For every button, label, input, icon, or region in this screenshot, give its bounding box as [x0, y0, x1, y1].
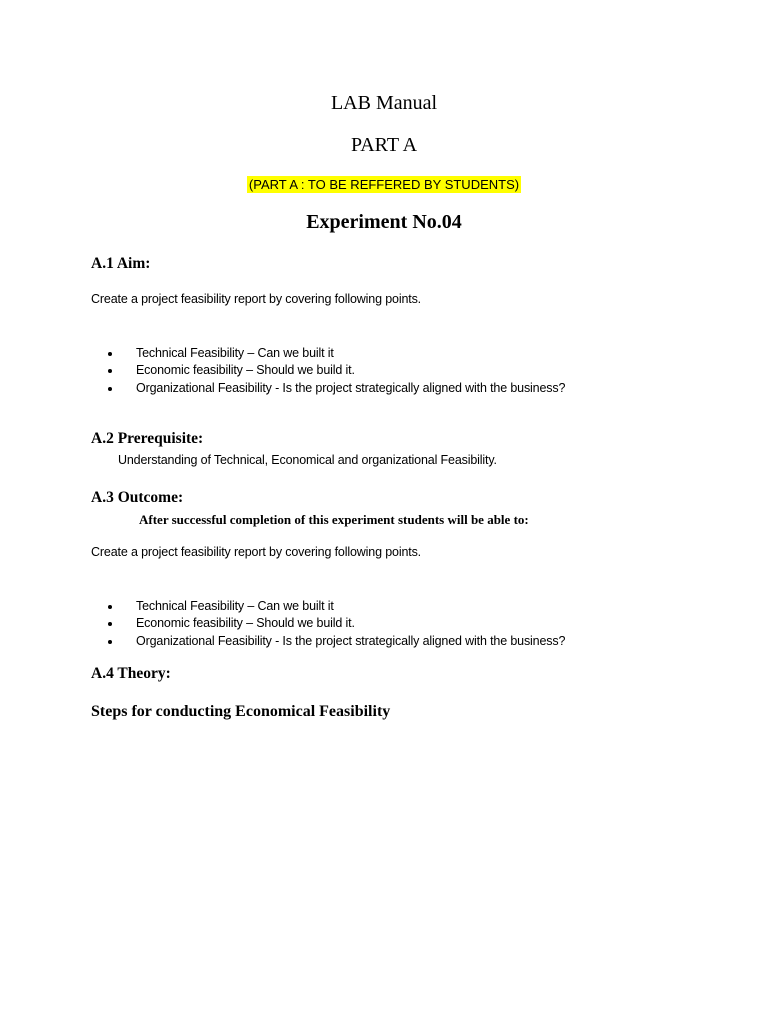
aim-intro: Create a project feasibility report by covering following points.	[91, 292, 422, 306]
highlighted-part-note: (PART A : TO BE REFFERED BY STUDENTS)	[248, 177, 520, 192]
part-heading: PART A	[350, 134, 418, 156]
part-note-line	[0, 176, 768, 194]
aim-heading: A.1 Aim:	[91, 255, 151, 272]
bullet-icon	[108, 605, 112, 609]
list-item-text: Technical Feasibility – Can we built it	[136, 346, 334, 360]
prerequisite-heading: A.2 Prerequisite:	[91, 430, 204, 447]
list-item-text: Economic feasibility – Should we build it.	[136, 616, 355, 630]
list-item-text: Economic feasibility – Should we build it.	[136, 363, 355, 377]
document-title: LAB Manual	[330, 92, 438, 114]
list-item-text: Technical Feasibility – Can we built it	[136, 599, 334, 613]
bullet-icon	[108, 640, 112, 644]
experiment-number: Experiment No.04	[306, 211, 462, 233]
theory-heading: A.4 Theory:	[91, 665, 171, 682]
outcome-intro: Create a project feasibility report by covering following points.	[91, 545, 422, 559]
list-item-text: Organizational Feasibility - Is the project strategically aligned with the business?	[136, 381, 566, 395]
bullet-icon	[108, 387, 112, 391]
bullet-icon	[108, 352, 112, 356]
list-item-text: Organizational Feasibility - Is the project strategically aligned with the business?	[136, 634, 566, 648]
theory-subheading: Steps for conducting Economical Feasibility	[91, 703, 391, 720]
bullet-icon	[108, 622, 112, 626]
outcome-heading: A.3 Outcome:	[91, 489, 184, 506]
prerequisite-text: Understanding of Technical, Economical and organizational Feasibility.	[118, 453, 497, 467]
bullet-icon	[108, 369, 112, 373]
outcome-lead: After successful completion of this experiment students will be able to:	[139, 512, 529, 527]
